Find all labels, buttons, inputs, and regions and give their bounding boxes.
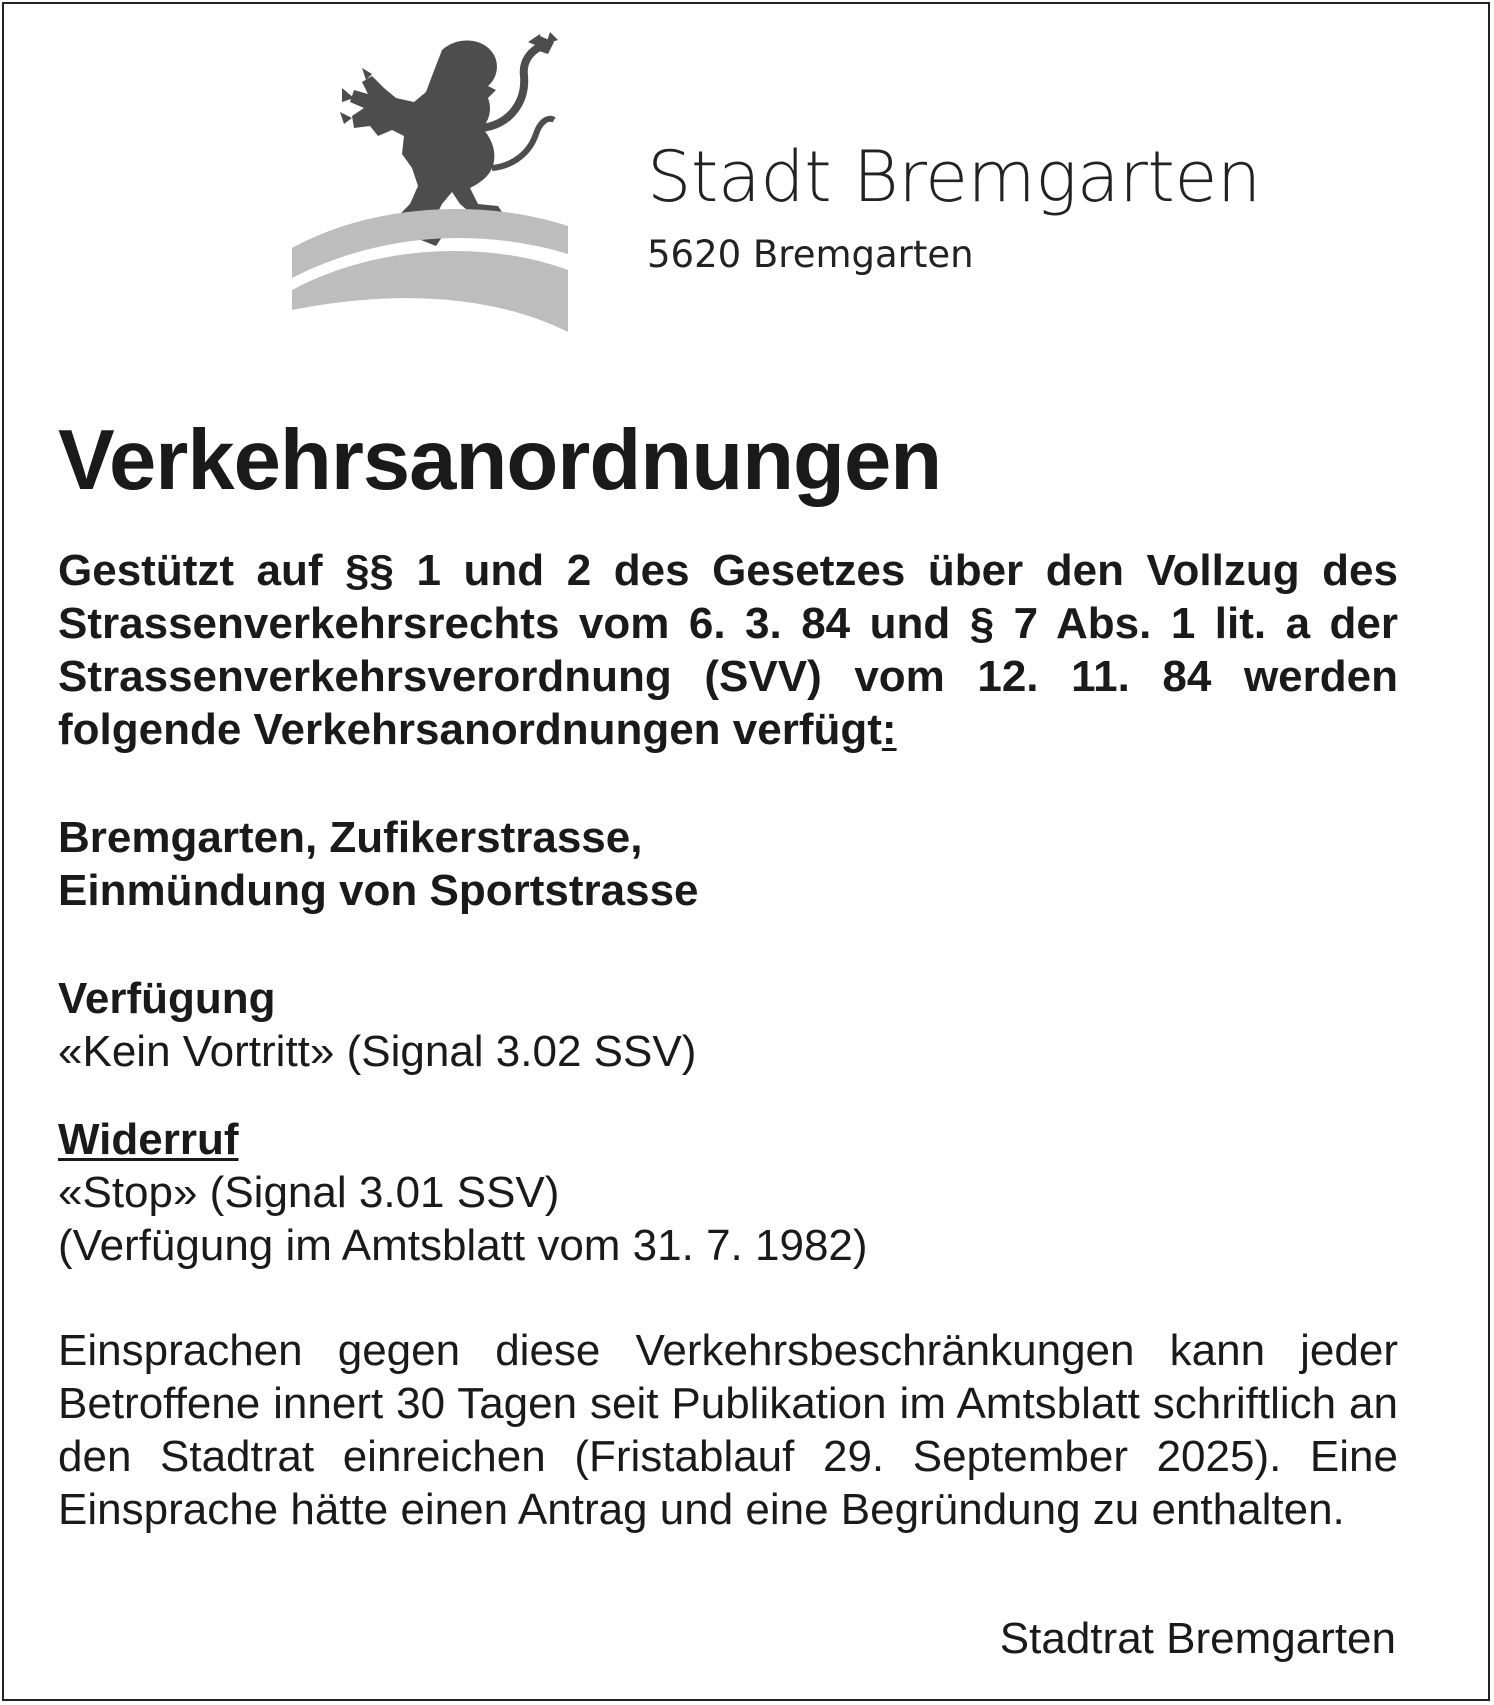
revocation-line-1: «Stop» (Signal 3.01 SSV)	[58, 1168, 560, 1217]
order-section	[58, 972, 1398, 1078]
legal-basis-text: Gestützt auf §§ 1 und 2 des Gesetzes über den Vollzug des Strassenverkehrsrechts vom 6. 3. 84 und § 7 Abs. 1 lit. a der Strassenverkehrsverordnung (SVV) vom 12. 11. 84 werden folgende Verkehrsanordnungen verfügt	[58, 546, 1398, 754]
legal-basis-paragraph	[58, 544, 1398, 756]
location-line-2: Einmündung von Sportstrasse	[58, 866, 699, 915]
appeal-paragraph: Einsprachen gegen diese Verkehrsbeschränkungen kann jeder Betroffene innert 30 Tagen seit Publikation im Amtsblatt schriftlich an den Stadtrat einreichen (Fristablauf 29. September 2025). Eine Einsprache hätte einen Antrag und eine Begründung zu enthalten.	[58, 1326, 1398, 1534]
notice-body	[58, 544, 1398, 1536]
order-heading: Verfügung	[58, 974, 276, 1023]
order-text: «Kein Vortritt» (Signal 3.02 SSV)	[58, 1027, 697, 1076]
organization-address: 5620 Bremgarten	[647, 233, 974, 276]
signature: Stadtrat Bremgarten	[999, 1614, 1396, 1663]
lion-logo-icon	[292, 28, 612, 358]
legal-basis-colon: :	[881, 705, 897, 754]
revocation-section	[58, 1113, 1398, 1272]
location-heading	[58, 811, 1398, 917]
page-title: Verkehrsanordnungen	[58, 413, 942, 508]
revocation-line-2: (Verfügung im Amtsblatt vom 31. 7. 1982)	[58, 1221, 868, 1270]
organization-name: Stadt Bremgarten	[647, 136, 1261, 218]
revocation-heading: Widerruf	[58, 1115, 239, 1164]
location-line-1: Bremgarten, Zufikerstrasse,	[58, 813, 643, 862]
